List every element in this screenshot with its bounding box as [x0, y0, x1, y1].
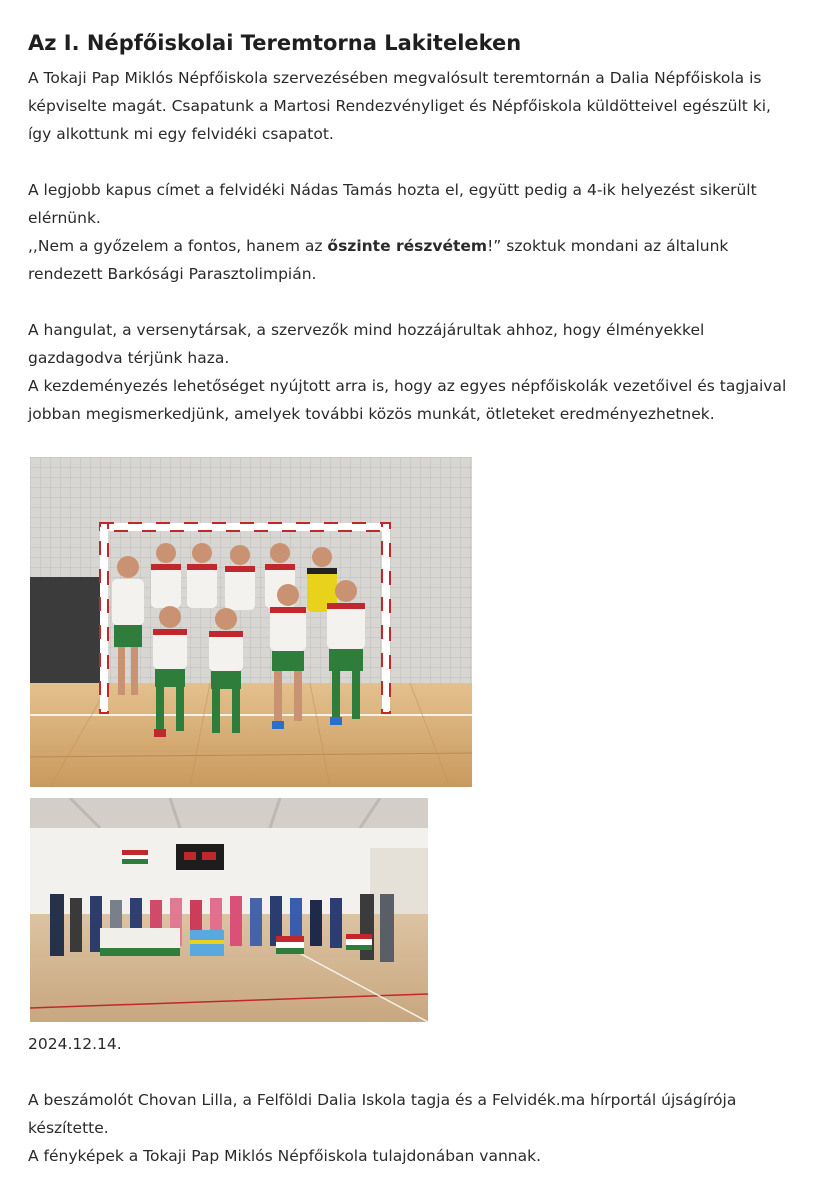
paragraph-1: A Tokaji Pap Miklós Népfőiskola szervezésében megvalósult teremtornán a Dalia Népfőiskola is képviselte magát. Csapatunk a Martosi Rendezvényliget és Népfőiskola küldötteivel egészült ki, így alkottunk mi egy felvidéki csapatot.	[28, 69, 771, 143]
paragraph-2: A legjobb kapus címet a felvidéki Nádas Tamás hozta el, együtt pedig a 4-ik helyezést sikerült elérnünk.	[28, 181, 757, 227]
paragraph-5: A kezdeményezés lehetőséget nyújtott arra is, hogy az egyes népfőiskolák vezetőivel és tagjaival jobban megismerkedjünk, amelyek további közös munkát, ötleteket eredményezhetnek.	[28, 377, 787, 423]
article-title: Az I. Népfőiskolai Teremtorna Lakiteleken	[28, 31, 522, 55]
photo-credit: A fényképek a Tokaji Pap Miklós Népfőiskola tulajdonában vannak.	[28, 1147, 541, 1165]
article-footer	[28, 1030, 798, 1170]
article	[28, 28, 798, 428]
team-photo	[30, 457, 472, 787]
quote-end: !” szoktuk mondani az általunk rendezett Barkósági Parasztolimpián.	[28, 237, 729, 283]
quote-bold: őszinte részvétem	[327, 237, 488, 255]
group-photo	[30, 798, 428, 1022]
quote-start: ,,Nem a győzelem a fontos, hanem az	[28, 237, 328, 255]
author-credit: A beszámolót Chovan Lilla, a Felföldi Dalia Iskola tagja és a Felvidék.ma hírportál újságírója készítette.	[28, 1091, 737, 1137]
paragraph-4: A hangulat, a versenytársak, a szervezők mind hozzájárultak ahhoz, hogy élményekkel gazdagodva térjünk haza.	[28, 321, 705, 367]
paragraph-3	[28, 232, 798, 288]
date-line: 2024.12.14.	[28, 1035, 122, 1053]
